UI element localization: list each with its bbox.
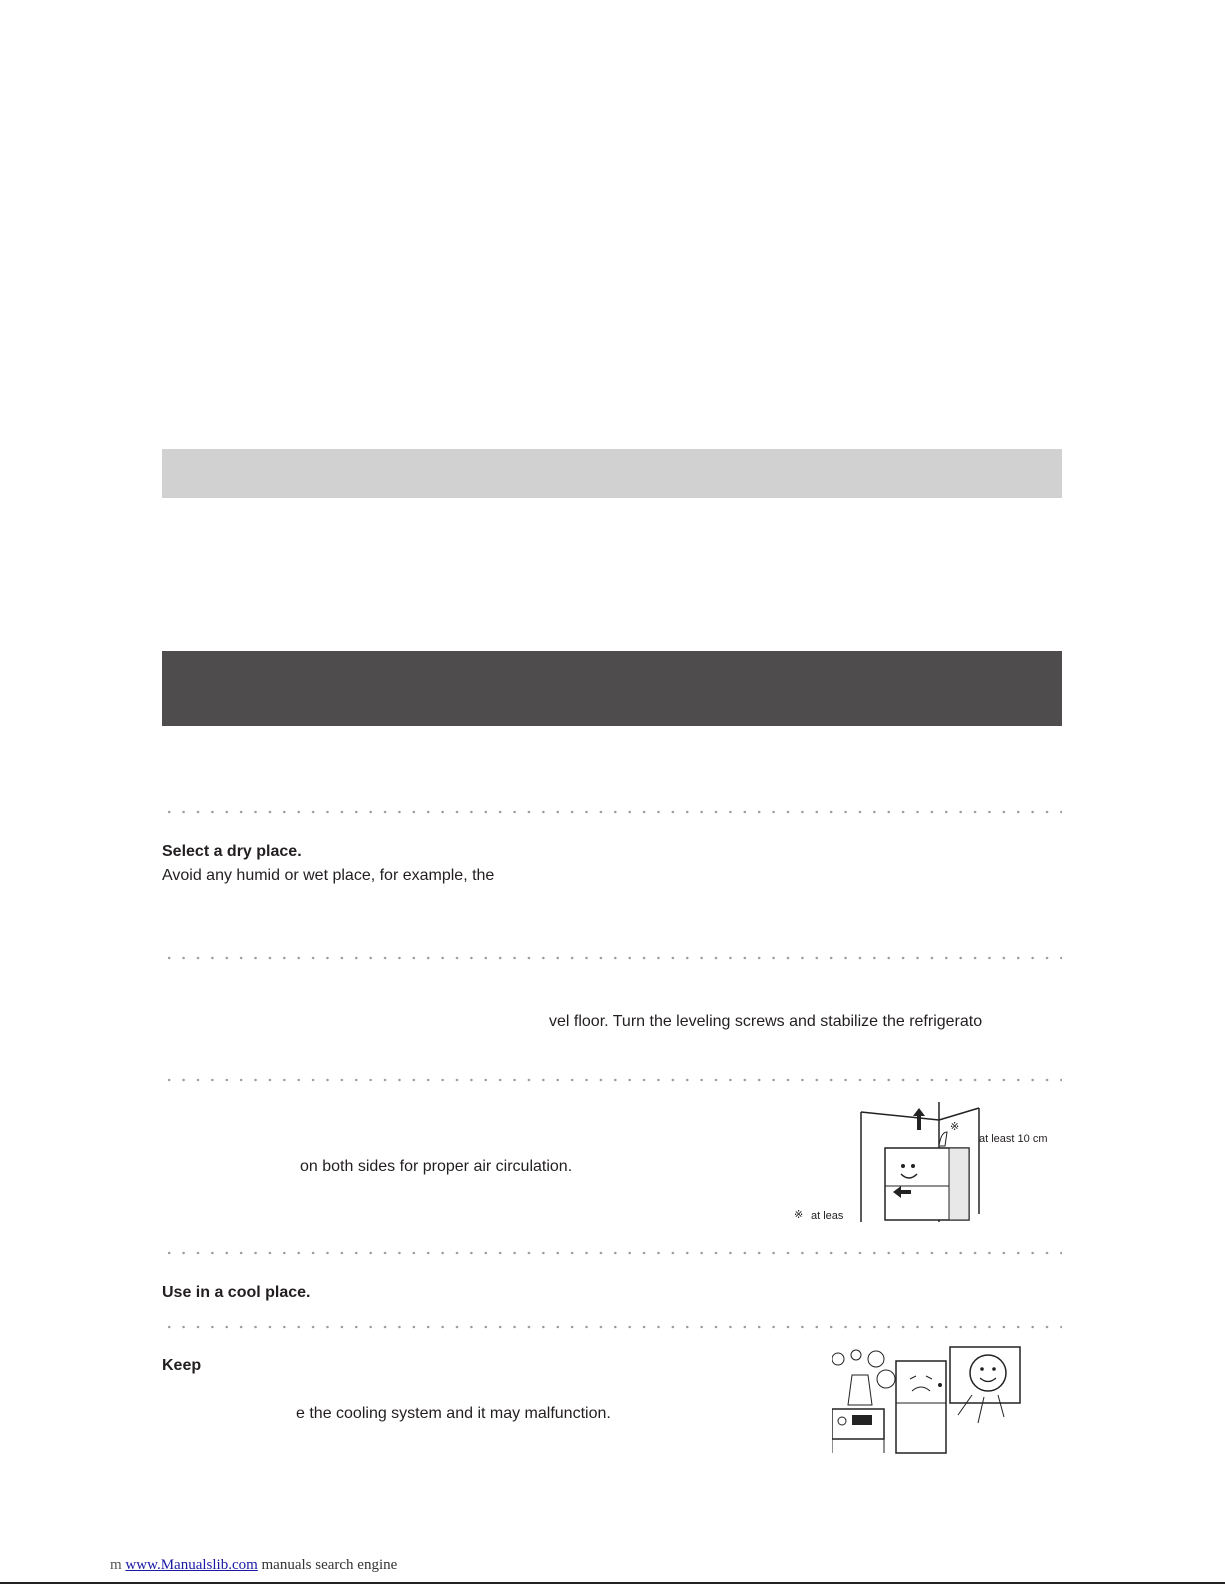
level-floor-text: vel floor. Turn the leveling screws and stabilize the refrigerato: [549, 1013, 983, 1030]
clearance-label-top: at least 10 cm: [979, 1133, 1048, 1145]
heat-source-illustration: [832, 1345, 1022, 1455]
cooling-system-text: e the cooling system and it may malfunction.: [296, 1405, 611, 1422]
keep-heading: Keep: [162, 1357, 202, 1374]
section-header-bar-dark: [162, 651, 1062, 726]
section-header-bar-light: [162, 449, 1062, 498]
dotted-divider: [162, 1251, 1062, 1255]
dotted-divider: [162, 1078, 1062, 1082]
refrigerator-clearance-illustration: [855, 1102, 985, 1224]
dry-place-heading: Select a dry place.: [162, 843, 302, 860]
bottom-rule: [0, 1582, 1225, 1584]
clearance-label-side: at leas: [811, 1210, 844, 1222]
footer-prefix: m: [110, 1557, 122, 1573]
cool-place-heading: Use in a cool place.: [162, 1284, 311, 1301]
clearance-mark-side: ※: [794, 1209, 804, 1221]
air-circulation-text: on both sides for proper air circulation.: [300, 1158, 573, 1175]
footer-suffix: manuals search engine: [261, 1557, 398, 1573]
dotted-divider: [162, 956, 1062, 960]
footer: [110, 1557, 397, 1574]
dotted-divider: [162, 1325, 1062, 1329]
manualslib-link[interactable]: www.Manualslib.com: [125, 1557, 258, 1573]
dotted-divider: [162, 810, 1062, 814]
clearance-mark-top: ※: [950, 1121, 960, 1133]
dry-place-text: Avoid any humid or wet place, for example, the: [162, 867, 495, 884]
